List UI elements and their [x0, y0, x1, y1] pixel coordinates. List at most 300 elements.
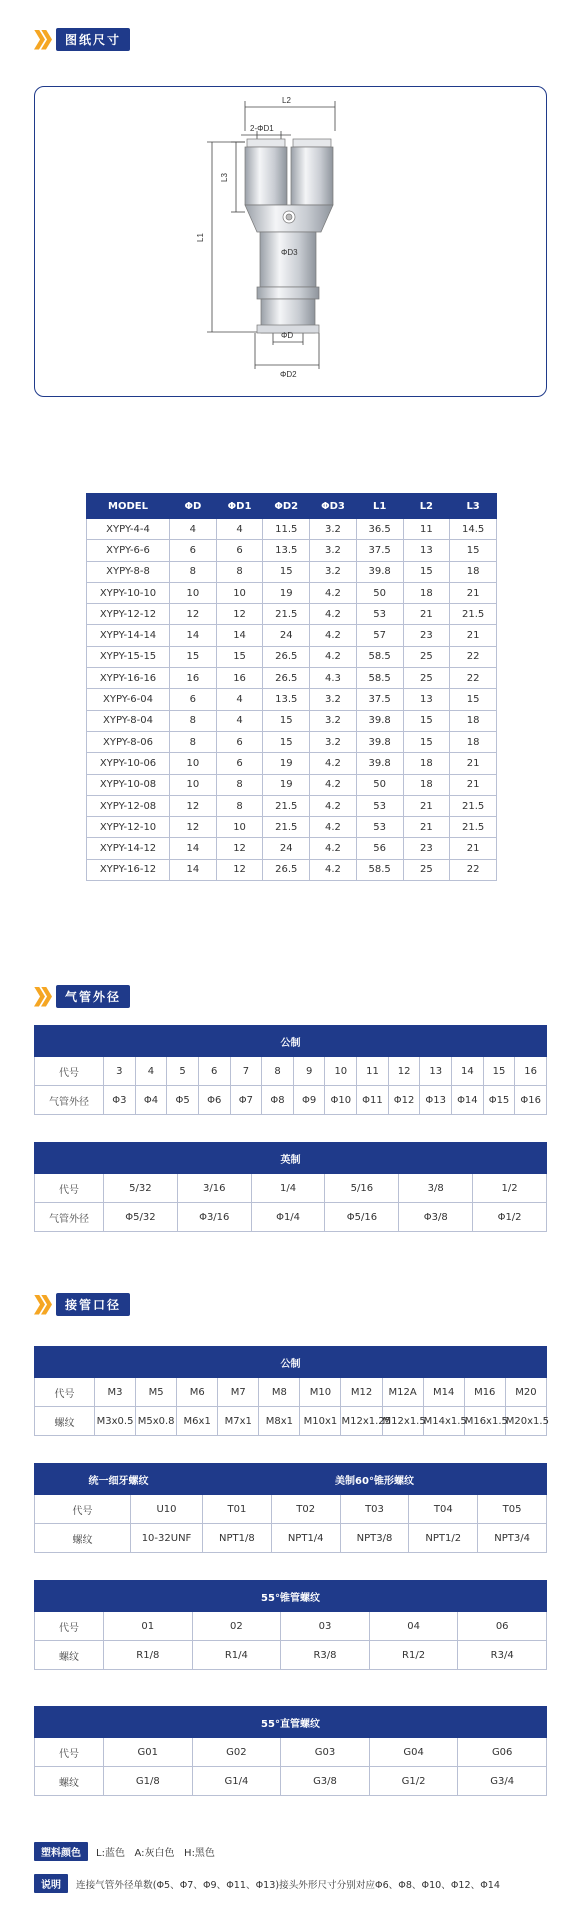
- table-cell: XYPY-6-6: [87, 540, 170, 561]
- value-cell: NPT1/8: [203, 1524, 272, 1553]
- table-cell: 50: [356, 774, 403, 795]
- table-cell: 14: [170, 838, 217, 859]
- dim-label-d3: ΦD3: [281, 248, 298, 257]
- code-cell: T01: [203, 1495, 272, 1524]
- table-cell: 10: [216, 817, 263, 838]
- code-row: [35, 1057, 547, 1086]
- chevron-icon: [34, 987, 52, 1007]
- table-cell: 3.2: [310, 731, 357, 752]
- code-cell: M3: [95, 1378, 136, 1407]
- table-row: [87, 561, 497, 582]
- value-cell: G1/8: [104, 1767, 193, 1796]
- table-cell: 26.5: [263, 859, 310, 880]
- table-cell: 22: [450, 859, 497, 880]
- table-cell: 21: [403, 604, 450, 625]
- table-row: [87, 710, 497, 731]
- table-caption: 公制: [35, 1347, 547, 1378]
- table-cell: 16: [170, 668, 217, 689]
- note-text-color: L:蓝色 A:灰白色 H:黑色: [96, 1848, 215, 1859]
- table-row: [87, 689, 497, 710]
- table-cell: 4.2: [310, 838, 357, 859]
- value-cell: M3x0.5: [95, 1407, 136, 1436]
- table-cell: 25: [403, 668, 450, 689]
- table-cell: 26.5: [263, 668, 310, 689]
- table-cell: 24: [263, 625, 310, 646]
- value-row: [35, 1086, 547, 1115]
- value-cell: NPT3/4: [478, 1524, 547, 1553]
- code-cell: 01: [104, 1612, 193, 1641]
- code-cell: M12: [341, 1378, 382, 1407]
- table-cell: 11.5: [263, 519, 310, 540]
- table-cell: XYPY-10-10: [87, 582, 170, 603]
- code-cell: 8: [262, 1057, 294, 1086]
- table-cell: 8: [216, 774, 263, 795]
- code-cell: 16: [515, 1057, 547, 1086]
- table-cell: 15: [450, 540, 497, 561]
- row-label: 螺纹: [35, 1641, 104, 1670]
- table-cell: 22: [450, 646, 497, 667]
- table-cell: 10: [170, 774, 217, 795]
- table-cell: 8: [170, 731, 217, 752]
- code-cell: 3: [104, 1057, 136, 1086]
- table-cell: 39.8: [356, 561, 403, 582]
- value-cell: NPT1/2: [409, 1524, 478, 1553]
- table-cell: 22: [450, 668, 497, 689]
- value-cell: Φ11: [357, 1086, 389, 1115]
- value-cell: M10x1: [300, 1407, 341, 1436]
- code-cell: M6: [177, 1378, 218, 1407]
- table-cell: 4.2: [310, 795, 357, 816]
- section-title-tube: 气管外径: [56, 985, 130, 1008]
- code-cell: 13: [420, 1057, 452, 1086]
- value-cell: G1/4: [192, 1767, 281, 1796]
- code-row: [35, 1738, 547, 1767]
- description-note: [34, 1874, 500, 1893]
- table-cell: 21.5: [450, 795, 497, 816]
- value-cell: Φ14: [452, 1086, 484, 1115]
- table-cell: 3.2: [310, 710, 357, 731]
- value-cell: Φ3/8: [399, 1203, 473, 1232]
- table-cell: 15: [170, 646, 217, 667]
- value-cell: Φ1/2: [473, 1203, 547, 1232]
- table-cell: XYPY-8-8: [87, 561, 170, 582]
- table-cell: 53: [356, 795, 403, 816]
- dim-label-d: ΦD: [281, 331, 294, 340]
- section-title-drawing: 图纸尺寸: [56, 28, 130, 51]
- row-label: 代号: [35, 1174, 104, 1203]
- code-cell: 3/8: [399, 1174, 473, 1203]
- table-row: [87, 753, 497, 774]
- row-label: 气管外径: [35, 1086, 104, 1115]
- table-cell: 4.2: [310, 604, 357, 625]
- tube-metric-table: [34, 1025, 547, 1115]
- table-caption: 公制: [35, 1026, 547, 1057]
- code-cell: 06: [458, 1612, 547, 1641]
- code-cell: G04: [369, 1738, 458, 1767]
- port-taper55-table: [34, 1580, 547, 1670]
- value-cell: Φ16: [515, 1086, 547, 1115]
- table-cell: 4: [216, 710, 263, 731]
- table-cell: 15: [263, 710, 310, 731]
- value-cell: G1/2: [369, 1767, 458, 1796]
- table-cell: 15: [403, 561, 450, 582]
- table-cell: 3.2: [310, 519, 357, 540]
- table-cell: 13.5: [263, 689, 310, 710]
- table-cell: 3.2: [310, 561, 357, 582]
- table-cell: XYPY-12-08: [87, 795, 170, 816]
- table-cell: 21.5: [450, 817, 497, 838]
- drawing-section-header: [34, 28, 130, 51]
- fitting-drawing: [35, 87, 548, 398]
- table-cell: 25: [403, 859, 450, 880]
- table-cell: 18: [403, 582, 450, 603]
- table-cell: 58.5: [356, 668, 403, 689]
- value-cell: Φ10: [325, 1086, 357, 1115]
- code-cell: M7: [218, 1378, 259, 1407]
- table-cell: 19: [263, 774, 310, 795]
- code-cell: 5: [167, 1057, 199, 1086]
- value-row: [35, 1767, 547, 1796]
- table-cell: 16: [216, 668, 263, 689]
- table-cell: 6: [216, 540, 263, 561]
- code-cell: M12A: [382, 1378, 423, 1407]
- code-cell: 9: [293, 1057, 325, 1086]
- table-cell: 4: [216, 519, 263, 540]
- value-cell: Φ13: [420, 1086, 452, 1115]
- code-cell: G03: [281, 1738, 370, 1767]
- table-caption-npt: 美制60°锥形螺纹: [203, 1464, 547, 1495]
- value-cell: Φ7: [230, 1086, 262, 1115]
- table-row: [87, 859, 497, 880]
- code-cell: 4: [135, 1057, 167, 1086]
- value-row: [35, 1407, 547, 1436]
- table-row: [87, 668, 497, 689]
- table-cell: 53: [356, 817, 403, 838]
- table-cell: 19: [263, 582, 310, 603]
- table-cell: 4.2: [310, 817, 357, 838]
- value-cell: M14x1.5: [423, 1407, 464, 1436]
- table-cell: 36.5: [356, 519, 403, 540]
- table-cell: 15: [263, 731, 310, 752]
- value-cell: R1/8: [104, 1641, 193, 1670]
- value-cell: Φ5: [167, 1086, 199, 1115]
- table-cell: 8: [216, 795, 263, 816]
- code-cell: T02: [271, 1495, 340, 1524]
- value-cell: Φ5/16: [325, 1203, 399, 1232]
- table-cell: XYPY-16-12: [87, 859, 170, 880]
- code-cell: 04: [369, 1612, 458, 1641]
- table-cell: 13: [403, 689, 450, 710]
- table-cell: 21.5: [450, 604, 497, 625]
- table-cell: XYPY-14-12: [87, 838, 170, 859]
- table-cell: XYPY-10-06: [87, 753, 170, 774]
- dim-label-l2: L2: [282, 96, 291, 105]
- table-cell: XYPY-8-04: [87, 710, 170, 731]
- value-cell: Φ4: [135, 1086, 167, 1115]
- port-straight55-table: [34, 1706, 547, 1796]
- table-cell: 13.5: [263, 540, 310, 561]
- value-row: [35, 1524, 547, 1553]
- value-cell: M20x1.5: [505, 1407, 546, 1436]
- table-cell: 4.2: [310, 646, 357, 667]
- column-header: ΦD1: [216, 494, 263, 519]
- code-cell: M10: [300, 1378, 341, 1407]
- table-cell: 6: [216, 753, 263, 774]
- table-cell: 8: [170, 710, 217, 731]
- code-cell: G02: [192, 1738, 281, 1767]
- chevron-icon: [34, 1295, 52, 1315]
- table-cell: 39.8: [356, 710, 403, 731]
- table-cell: 11: [403, 519, 450, 540]
- table-cell: 4.2: [310, 774, 357, 795]
- table-row: [87, 774, 497, 795]
- table-cell: 53: [356, 604, 403, 625]
- column-header: MODEL: [87, 494, 170, 519]
- table-cell: 37.5: [356, 540, 403, 561]
- table-row: [87, 795, 497, 816]
- value-cell: 10-32UNF: [131, 1524, 203, 1553]
- column-header: ΦD: [170, 494, 217, 519]
- table-cell: 21: [450, 838, 497, 859]
- code-cell: 5/32: [104, 1174, 178, 1203]
- code-row: [35, 1495, 547, 1524]
- code-cell: G06: [458, 1738, 547, 1767]
- table-cell: 6: [216, 731, 263, 752]
- row-label: 螺纹: [35, 1407, 95, 1436]
- value-cell: NPT1/4: [271, 1524, 340, 1553]
- table-cell: XYPY-8-06: [87, 731, 170, 752]
- table-cell: 12: [170, 817, 217, 838]
- table-cell: 12: [216, 604, 263, 625]
- code-cell: T04: [409, 1495, 478, 1524]
- value-cell: Φ9: [293, 1086, 325, 1115]
- code-cell: M20: [505, 1378, 546, 1407]
- code-cell: 02: [192, 1612, 281, 1641]
- table-cell: 39.8: [356, 753, 403, 774]
- model-dimension-table: [86, 493, 497, 881]
- table-cell: 15: [263, 561, 310, 582]
- table-row: [87, 646, 497, 667]
- table-row: [87, 604, 497, 625]
- table-cell: 12: [170, 795, 217, 816]
- code-cell: 1/4: [251, 1174, 325, 1203]
- row-label: 代号: [35, 1495, 131, 1524]
- table-cell: 21.5: [263, 604, 310, 625]
- table-cell: 14.5: [450, 519, 497, 540]
- table-row: [87, 731, 497, 752]
- table-cell: 21: [450, 774, 497, 795]
- row-label: 代号: [35, 1378, 95, 1407]
- table-cell: 15: [403, 710, 450, 731]
- column-header: ΦD2: [263, 494, 310, 519]
- table-cell: 21: [450, 753, 497, 774]
- value-cell: Φ1/4: [251, 1203, 325, 1232]
- table-cell: 12: [170, 604, 217, 625]
- table-cell: 21.5: [263, 795, 310, 816]
- code-cell: M5: [136, 1378, 177, 1407]
- plastic-color-note: [34, 1842, 215, 1861]
- table-cell: XYPY-10-08: [87, 774, 170, 795]
- table-cell: 6: [170, 540, 217, 561]
- table-cell: 12: [216, 859, 263, 880]
- code-cell: G01: [104, 1738, 193, 1767]
- table-cell: 4.3: [310, 668, 357, 689]
- table-cell: 10: [216, 582, 263, 603]
- row-label: 螺纹: [35, 1767, 104, 1796]
- table-caption: 55°直管螺纹: [35, 1707, 547, 1738]
- tube-section-header: [34, 985, 130, 1008]
- table-cell: 15: [403, 731, 450, 752]
- value-cell: M8x1: [259, 1407, 300, 1436]
- value-cell: Φ3: [104, 1086, 136, 1115]
- tube-imperial-table: [34, 1142, 547, 1232]
- table-cell: XYPY-4-4: [87, 519, 170, 540]
- code-row: [35, 1612, 547, 1641]
- port-unified-npt-table: [34, 1463, 547, 1553]
- table-cell: 21.5: [263, 817, 310, 838]
- code-cell: 11: [357, 1057, 389, 1086]
- section-title-port: 接管口径: [56, 1293, 130, 1316]
- column-header: L1: [356, 494, 403, 519]
- port-metric-table: [34, 1346, 547, 1436]
- row-label: 气管外径: [35, 1203, 104, 1232]
- table-cell: 15: [216, 646, 263, 667]
- table-cell: 57: [356, 625, 403, 646]
- table-cell: 24: [263, 838, 310, 859]
- column-header: L3: [450, 494, 497, 519]
- table-cell: 14: [170, 625, 217, 646]
- table-cell: 6: [170, 689, 217, 710]
- table-cell: XYPY-15-15: [87, 646, 170, 667]
- table-cell: 10: [170, 753, 217, 774]
- code-cell: U10: [131, 1495, 203, 1524]
- code-cell: 6: [198, 1057, 230, 1086]
- column-header: L2: [403, 494, 450, 519]
- code-cell: 15: [483, 1057, 515, 1086]
- row-label: 代号: [35, 1057, 104, 1086]
- table-cell: 23: [403, 625, 450, 646]
- value-cell: Φ3/16: [177, 1203, 251, 1232]
- table-cell: XYPY-6-04: [87, 689, 170, 710]
- table-cell: 58.5: [356, 646, 403, 667]
- table-cell: 18: [450, 710, 497, 731]
- table-caption: 英制: [35, 1143, 547, 1174]
- dim-label-d2: ΦD2: [280, 370, 297, 379]
- table-cell: 26.5: [263, 646, 310, 667]
- table-cell: 15: [450, 689, 497, 710]
- code-cell: 14: [452, 1057, 484, 1086]
- value-cell: R3/4: [458, 1641, 547, 1670]
- note-text-desc: 连接气管外径单数(Φ5、Φ7、Φ9、Φ11、Φ13)接头外形尺寸分别对应Φ6、Φ8、Φ10、Φ12、Φ14: [76, 1879, 500, 1891]
- code-cell: T03: [340, 1495, 409, 1524]
- value-cell: M16x1.5: [464, 1407, 505, 1436]
- table-cell: 18: [450, 561, 497, 582]
- technical-drawing-panel: [34, 86, 547, 397]
- row-label: 螺纹: [35, 1524, 131, 1553]
- table-cell: 21: [450, 625, 497, 646]
- table-cell: XYPY-16-16: [87, 668, 170, 689]
- table-cell: 39.8: [356, 731, 403, 752]
- dim-label-d1: 2-ΦD1: [250, 124, 274, 133]
- row-label: 代号: [35, 1738, 104, 1767]
- table-cell: 4.2: [310, 582, 357, 603]
- table-cell: 58.5: [356, 859, 403, 880]
- table-row: [87, 625, 497, 646]
- value-cell: R1/4: [192, 1641, 281, 1670]
- port-section-header: [34, 1293, 130, 1316]
- value-cell: M6x1: [177, 1407, 218, 1436]
- code-cell: M14: [423, 1378, 464, 1407]
- value-cell: NPT3/8: [340, 1524, 409, 1553]
- value-cell: Φ6: [198, 1086, 230, 1115]
- table-row: [87, 817, 497, 838]
- value-cell: R1/2: [369, 1641, 458, 1670]
- table-cell: 3.2: [310, 689, 357, 710]
- table-cell: 56: [356, 838, 403, 859]
- table-cell: 18: [403, 753, 450, 774]
- table-cell: 4.2: [310, 753, 357, 774]
- code-cell: 12: [388, 1057, 420, 1086]
- table-row: [87, 582, 497, 603]
- code-row: [35, 1378, 547, 1407]
- table-cell: 19: [263, 753, 310, 774]
- code-cell: 1/2: [473, 1174, 547, 1203]
- chevron-icon: [34, 30, 52, 50]
- table-cell: 8: [170, 561, 217, 582]
- dim-label-l3: L3: [220, 173, 229, 182]
- table-cell: 25: [403, 646, 450, 667]
- code-cell: M16: [464, 1378, 505, 1407]
- value-cell: G3/4: [458, 1767, 547, 1796]
- table-cell: 50: [356, 582, 403, 603]
- code-cell: T05: [478, 1495, 547, 1524]
- table-cell: XYPY-12-12: [87, 604, 170, 625]
- table-cell: 21: [403, 817, 450, 838]
- table-row: [87, 838, 497, 859]
- value-cell: M7x1: [218, 1407, 259, 1436]
- table-cell: 4.2: [310, 859, 357, 880]
- table-cell: 4.2: [310, 625, 357, 646]
- code-cell: 10: [325, 1057, 357, 1086]
- row-label: 代号: [35, 1612, 104, 1641]
- value-cell: R3/8: [281, 1641, 370, 1670]
- table-row: [87, 540, 497, 561]
- table-cell: 10: [170, 582, 217, 603]
- value-cell: Φ15: [483, 1086, 515, 1115]
- table-cell: 23: [403, 838, 450, 859]
- table-caption: 55°锥管螺纹: [35, 1581, 547, 1612]
- table-cell: 3.2: [310, 540, 357, 561]
- dim-label-l1: L1: [196, 233, 205, 242]
- table-cell: 37.5: [356, 689, 403, 710]
- column-header: ΦD3: [310, 494, 357, 519]
- code-cell: 5/16: [325, 1174, 399, 1203]
- table-caption-unified: 统一细牙螺纹: [35, 1464, 203, 1495]
- table-cell: 18: [450, 731, 497, 752]
- code-cell: 7: [230, 1057, 262, 1086]
- table-cell: 14: [216, 625, 263, 646]
- value-cell: M5x0.8: [136, 1407, 177, 1436]
- code-cell: M8: [259, 1378, 300, 1407]
- table-cell: 8: [216, 561, 263, 582]
- code-row: [35, 1174, 547, 1203]
- table-row: [87, 519, 497, 540]
- table-cell: 21: [450, 582, 497, 603]
- table-cell: 21: [403, 795, 450, 816]
- value-row: [35, 1641, 547, 1670]
- value-cell: G3/8: [281, 1767, 370, 1796]
- note-tag-desc: 说明: [34, 1874, 68, 1893]
